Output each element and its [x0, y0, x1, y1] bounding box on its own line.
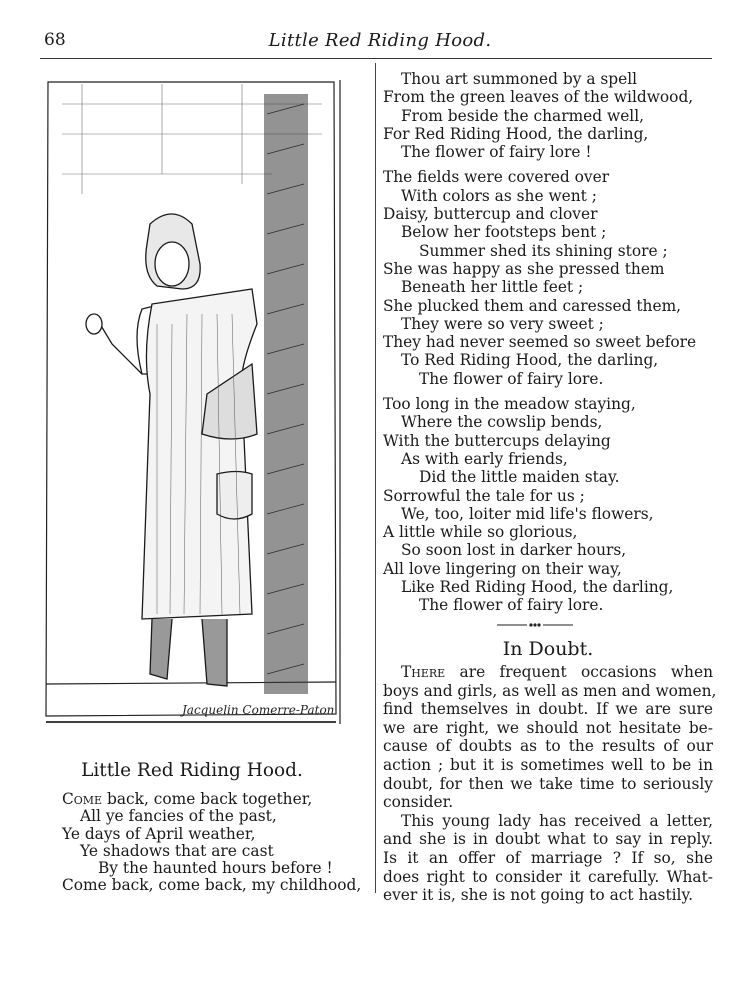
poem-line: From the green leaves of the wildwood, [383, 88, 694, 107]
poem-line: As with early friends, [401, 449, 568, 468]
doorway-shadow [264, 94, 308, 694]
poem-line: Did the little maiden stay. [419, 468, 620, 487]
paragraph-line: This young lady has received a letter, [401, 811, 713, 830]
column-rule [375, 63, 376, 893]
poem-line: Ye shadows that are cast [80, 841, 274, 860]
paragraph-line: and she is in doubt what to say in reply. [383, 830, 713, 849]
paragraph-line [383, 663, 713, 682]
stanza [383, 168, 713, 388]
poem-line: Thou art summoned by a spell [401, 70, 638, 88]
poem-line: They had never seemed so sweet before [383, 333, 697, 352]
poem-line: They were so very sweet ; [401, 314, 604, 333]
line-text: are frequent occasions when [445, 663, 713, 681]
poem-line: Where the cowslip bends, [401, 413, 603, 432]
poem-line-text: back, come back together, [102, 790, 313, 808]
poem-line: We, too, loiter mid life's flowers, [401, 504, 654, 523]
poem-line: Come back, come back, my childhood, [62, 876, 362, 895]
poem-line [62, 791, 362, 808]
poem-line: A little while so glorious, [383, 523, 578, 542]
page-number: 68 [44, 30, 66, 50]
poem-line: So soon lost in darker hours, [401, 541, 627, 560]
header-rule [40, 58, 712, 59]
illustration-red-riding-hood [42, 74, 342, 740]
poem-line: All love lingering on their way, [383, 559, 622, 578]
poem-line: Like Red Riding Hood, the darling, [401, 578, 674, 597]
article-paragraph [383, 812, 713, 905]
drop-word: Come [62, 790, 103, 808]
stanza [383, 395, 713, 615]
poem-line: With colors as she went ; [401, 186, 597, 205]
poem-line: The flower of fairy lore. [419, 596, 604, 615]
paragraph-line: doubt, for then we take time to seriously [383, 774, 713, 793]
article-title: In Doubt. [502, 638, 594, 660]
poem-line: Summer shed its shining store ; [419, 241, 668, 260]
running-title: Little Red Riding Hood. [268, 30, 492, 51]
poem-line: All ye fancies of the past, [80, 807, 277, 826]
poem-line: Below her footsteps bent ; [401, 223, 607, 242]
paragraph-line: cause of doubts as to the results of our [383, 737, 713, 756]
poem-line: For Red Riding Hood, the darling, [383, 124, 649, 143]
poem-line: Sorrowful the tale for us ; [383, 486, 585, 505]
paragraph-line: Is it an offer of marriage ? If so, she [383, 848, 713, 867]
poem-line: The flower of fairy lore ! [401, 143, 592, 162]
paragraph-line: does right to consider it carefully. What- [383, 867, 713, 886]
poem-line: Beneath her little feet ; [401, 278, 584, 297]
paragraph-line: we are right, we should not hesitate be- [383, 718, 713, 737]
poem-line: Too long in the meadow staying, [383, 395, 636, 414]
poem-line: The fields were covered over [383, 168, 610, 187]
paragraph-line: ever it is, she is not going to act hastily. [383, 886, 694, 905]
poem-line: She plucked them and caressed them, [383, 296, 682, 315]
stanza [383, 70, 713, 161]
poem-line: From beside the charmed well, [401, 106, 645, 125]
poem-right-column [383, 70, 713, 622]
poem-line: Daisy, buttercup and clover [383, 205, 598, 224]
poem-line: By the haunted hours before ! [98, 859, 333, 878]
article-body [383, 663, 717, 905]
poem-line: She was happy as she pressed them [383, 259, 665, 278]
paragraph-line: boys and girls, as well as men and women, [383, 681, 717, 700]
section-divider [497, 620, 573, 630]
paragraph-line: action ; but it is sometimes well to be in [383, 755, 713, 774]
lead-word: There [401, 663, 446, 681]
poem-line: To Red Riding Hood, the darling, [401, 351, 659, 370]
girl-figure [86, 214, 257, 686]
artist-signature: Jacquelin Comerre-Paton [182, 703, 335, 717]
paragraph-line: consider. [383, 793, 454, 812]
poem-line: With the buttercups delaying [383, 431, 611, 450]
article-paragraph [383, 663, 717, 812]
poem-line: Ye days of April weather, [62, 824, 256, 843]
poem-line: The flower of fairy lore. [419, 369, 604, 388]
poem-title: Little Red Riding Hood. [81, 760, 303, 781]
poem-left-column [62, 791, 362, 895]
paragraph-line: find themselves in doubt. If we are sure [383, 700, 713, 719]
